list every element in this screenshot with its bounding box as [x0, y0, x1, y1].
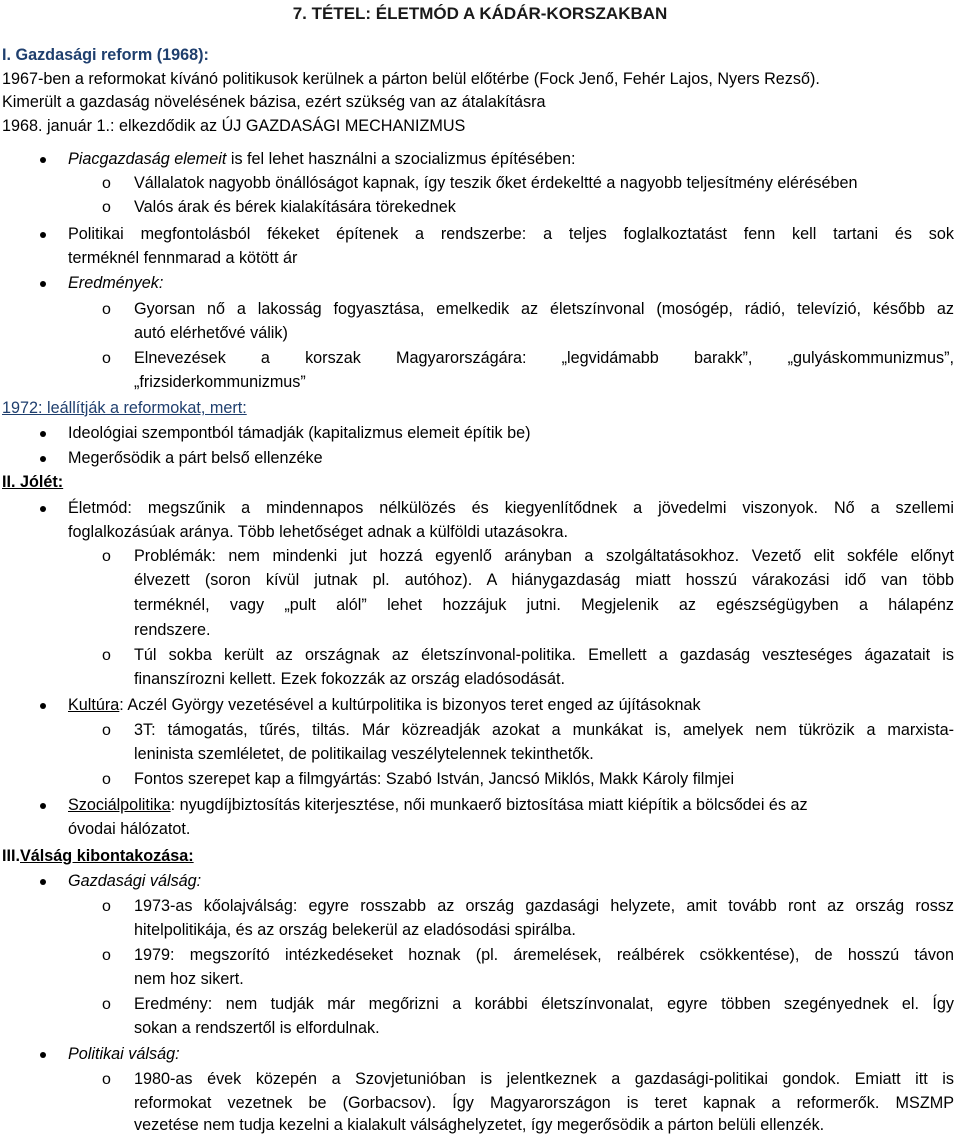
sub-list-item-cont: finanszírozni kellett. Ezek fokozzák az ország eladósodását. — [134, 670, 565, 688]
sub-list-item-cont: „frizsiderkommunizmus” — [134, 373, 306, 391]
kultura-text: : Aczél György vezetésével a kultúrpolitika is bizonyos teret enged az újításoknak — [119, 696, 701, 714]
sub-bullet: o — [102, 175, 111, 192]
sub-bullet: o — [102, 771, 111, 788]
sub-list-item: Gyorsan nő a lakosság fogyasztása, emelkedik az életszínvonal (mosógép, rádió, televízió, később az — [134, 300, 954, 318]
bullet — [40, 879, 46, 885]
section1-intro-line1: 1967-ben a reformokat kívánó politikusok kerülnek a párton belül előtérbe (Fock Jenő, Fehér Lajos, Nyers Rezső). — [2, 70, 820, 88]
section-heading-1: I. Gazdasági reform (1968): — [2, 46, 209, 64]
bullet — [40, 803, 46, 809]
year-1972-line: 1972: leállítják a reformokat, mert: — [2, 399, 247, 417]
sub-bullet: o — [102, 947, 111, 964]
bullet — [40, 506, 46, 512]
bullet — [40, 431, 46, 437]
list-item — [68, 148, 960, 172]
sub-list-item: Túl sokba került az országnak az életszínvonal-politika. Emellett a gazdaság veszteséges ágazatait is — [134, 646, 954, 664]
sub-bullet: o — [102, 996, 111, 1013]
list-item-cont: terméknél fennmarad a kötött ár — [68, 249, 298, 267]
sub-list-item-cont: autó elérhetővé válik) — [134, 324, 288, 342]
sub-list-item: Valós árak és bérek kialakítására törekednek — [134, 198, 456, 216]
sub-list-item: Eredmény: nem tudják már megőrizni a korábbi életszínvonalat, egyre többen szegényednek el. Így — [134, 995, 954, 1013]
section-heading-2: II. Jólét: — [2, 473, 64, 491]
bullet — [40, 232, 46, 238]
bullet — [40, 281, 46, 287]
sub-list-item-cont: sokan a rendszertől is elfordulnak. — [134, 1019, 380, 1037]
sub-bullet: o — [102, 301, 111, 318]
list-item: Gazdasági válság: — [68, 872, 202, 890]
sub-bullet: o — [102, 647, 111, 664]
list-item — [68, 794, 960, 818]
sub-list-item-cont: vezetése nem tudja kezelni a kialakult válsághelyzetet, így megerősödik a párton belüli ellenzék. — [134, 1116, 825, 1134]
sub-bullet: o — [102, 350, 111, 367]
sub-list-item-cont: rendszere. — [134, 621, 211, 639]
list-item: Eredmények: — [68, 274, 164, 292]
kultura-label: Kultúra — [68, 696, 120, 714]
sub-list-item: Elnevezések a korszak Magyarországára: „legvidámabb barakk”, „gulyáskommunizmus”, — [134, 349, 954, 367]
sub-bullet: o — [102, 1071, 111, 1088]
sub-bullet: o — [102, 548, 111, 565]
list-item: Életmód: megszűnik a mindennapos nélkülözés és kiegyenlítődnek a jövedelmi viszonyok. Nő a szellemi — [68, 499, 954, 517]
list-item-cont: óvodai hálózatot. — [68, 820, 191, 838]
italic-phrase: Piacgazdaság elemeit — [68, 150, 227, 168]
section-heading-3 — [2, 845, 194, 869]
sub-list-item-cont: hitelpolitikája, és az ország belekerül az eladósodási spirálba. — [134, 921, 576, 939]
list-item: Politikai megfontolásból fékeket építenek a rendszerbe: a teljes foglalkoztatást fenn kell tartani és sok — [68, 225, 954, 243]
szocialpolitika-label: Szociálpolitika — [68, 796, 171, 814]
date-1968: 1968. január 1. — [2, 117, 111, 135]
list-item-cont: foglalkozásúak aránya. Több lehetőséget adnak a külföldi utazásokra. — [68, 523, 569, 541]
sub-list-item: Vállalatok nagyobb önállóságot kapnak, így teszik őket érdekeltté a nagyobb teljesítmény elérésében — [134, 174, 858, 192]
list-item-text: is fel lehet használni a szocializmus építésében: — [226, 150, 576, 168]
sub-bullet: o — [102, 722, 111, 739]
sub-list-item: 3T: támogatás, tűrés, tiltás. Már közreadják azokat a munkákat is, amelyek nem tükrözik a marxista- — [134, 721, 954, 739]
list-item — [68, 694, 960, 718]
section1-date-line — [2, 115, 960, 139]
sub-list-item: Fontos szerepet kap a filmgyártás: Szabó István, Jancsó Miklós, Makk Károly filmjei — [134, 770, 735, 788]
sub-list-item: 1980-as évek közepén a Szovjetunióban is jelentkeznek a gazdasági-politikai gondok. Emiatt itt is — [134, 1070, 954, 1088]
sub-list-item-cont: nem hoz sikert. — [134, 970, 244, 988]
sub-bullet: o — [102, 898, 111, 915]
sub-bullet: o — [102, 199, 111, 216]
bullet — [40, 157, 46, 163]
list-item: Politikai válság: — [68, 1045, 180, 1063]
list-item: Megerősödik a párt belső ellenzéke — [68, 449, 323, 467]
sub-list-item: 1979: megszorító intézkedéseket hoznak (pl. áremelések, reálbérek csökkentése), de hosszú távon — [134, 946, 954, 964]
section1-intro-line2: Kimerült a gazdaság növelésének bázisa, ezért szükség van az átalakításra — [2, 93, 546, 111]
sub-list-item: Problémák: nem mindenki jut hozzá egyenlő arányban a szolgáltatásokhoz. Vezető elit sokféle előnyt — [134, 547, 954, 565]
section-title: Válság kibontakozása: — [20, 847, 194, 865]
sub-list-item-cont: reformokat vezetnek be (Gorbacsov). Így Magyarországon is teret kapnak a reformerők. MSZMP — [134, 1094, 954, 1112]
bullet — [40, 703, 46, 709]
bullet — [40, 1052, 46, 1058]
section-number: III. — [2, 847, 20, 865]
sub-list-item: 1973-as kőolajválság: egyre rosszabb az ország gazdasági helyzete, amit tovább ront az ország rossz — [134, 897, 954, 915]
sub-list-item-cont: leninista szemléletet, de politikailag veszélytelennek tekinthetők. — [134, 745, 594, 763]
date-line-rest: : elkezdődik az ÚJ GAZDASÁGI MECHANIZMUS — [110, 117, 466, 135]
list-item: Ideológiai szempontból támadják (kapitalizmus elemeit építik be) — [68, 424, 531, 442]
bullet — [40, 456, 46, 462]
sub-list-item-cont: terméknél, vagy „pult alól” lehet hozzájuk jutni. Megjelenik az egészségügyben a hálapénz — [134, 596, 954, 614]
page-title: 7. TÉTEL: ÉLETMÓD A KÁDÁR-KORSZAKBAN — [292, 4, 668, 23]
sub-list-item-cont: élvezett (soron kívül jutnak pl. autóhoz). A hiánygazdaság miatt hosszú várakozási idő van több — [134, 571, 954, 589]
szocialpolitika-text: : nyugdíjbiztosítás kiterjesztése, női munkaerő biztosítása miatt kiépítik a bölcsődei és az — [170, 796, 808, 814]
